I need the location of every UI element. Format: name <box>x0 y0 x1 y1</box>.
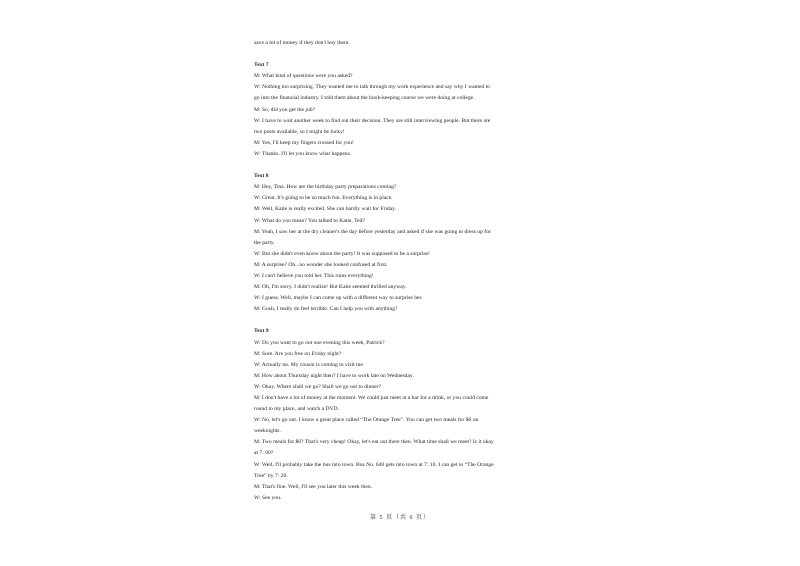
dialogue-line: M: How about Thursday night then? I have to work late on Wednesday. <box>254 372 414 379</box>
dialogue-line: M: Yes, I'll keep my fingers crossed for you! <box>254 139 354 146</box>
section-title: Text 8 <box>254 173 269 180</box>
dialogue-line: the party. <box>254 239 275 246</box>
dialogue-line: weeknights. <box>254 428 281 435</box>
dialogue-line: at 7: 00? <box>254 450 274 457</box>
dialogue-line: M: Hey, Tina. How are the birthday party preparations coming? <box>254 184 397 191</box>
dialogue-line: W: I guess. Well, maybe I can come up with a different way to surprise her. <box>254 295 423 302</box>
dialogue-line: W: Do you want to go out one evening this week, Patrick? <box>254 339 385 346</box>
dialogue-line: M: So, did you get the job? <box>254 106 316 113</box>
dialogue-line: M: Sure. Are you free on Friday night? <box>254 350 342 357</box>
dialogue-line: W: No, let's go out. I know a great place called “The Orange Tree”. You can get two meals for $6 on <box>254 417 479 424</box>
dialogue-line: W: Great. It's going to be so much fun. Everything is in place. <box>254 195 393 202</box>
dialogue-line: W: Nothing too surprising. They wanted me to talk through my work experience and say why I wanted to <box>254 84 490 91</box>
transcript-body <box>254 38 554 504</box>
section-gap <box>254 315 554 326</box>
dialogue-line: W: What do you mean? You talked to Katie, Ted? <box>254 217 365 224</box>
dialogue-line: M: Oh, I'm sorry. I didn't realize! But Katie seemed thrilled anyway. <box>254 284 407 291</box>
dialogue-line: W: See you. <box>254 494 282 501</box>
dialogue-line: two posts available, so I might be lucky! <box>254 128 345 135</box>
dialogue-line: W: I have to wait another week to find out their decision. They are still interviewing people. But there are <box>254 117 491 124</box>
dialogue-line: round to my place, and watch a DVD. <box>254 406 339 413</box>
dialogue-line: M: Well, Katie is really excited. She can hardly wait for Friday. <box>254 206 396 213</box>
dialogue-line: M: A surprise? Oh...no wonder she looked confused at first. <box>254 261 388 268</box>
section-gap <box>254 49 554 60</box>
section-text-7 <box>254 60 554 160</box>
dialogue-line: M: Yeah, I saw her at the dry cleaner's the day before yesterday and asked if she was going to dress up for <box>254 228 491 235</box>
section-title: Text 7 <box>254 62 269 69</box>
dialogue-line: M: Gosh, I really do feel terrible. Can I help you with anything? <box>254 306 398 313</box>
dialogue-line: Tree” by 7: 20. <box>254 472 288 479</box>
dialogue-line: go into the financial industry. I told them about the book-keeping course we were doing at college. <box>254 95 475 102</box>
dialogue-line: W: Okay. Where shall we go? Shall we go out to dinner? <box>254 383 382 390</box>
intro-line: save a lot of money if they don't buy them. <box>254 40 350 46</box>
section-text-9 <box>254 326 554 504</box>
section-gap <box>254 160 554 171</box>
dialogue-line: M: What kind of questions were you asked? <box>254 73 353 80</box>
dialogue-line: W: Well, I'll probably take the bus into town. Bus No. 640 gets into town at 7: 10. I can get to “The Orange <box>254 461 494 468</box>
dialogue-line: M: That's fine. Well, I'll see you later this week then. <box>254 483 373 490</box>
dialogue-line: M: Two meals for $6? That's very cheap! Okay, let's eat out there then. What time shall we meet? Is it okay <box>254 439 494 446</box>
section-title: Text 9 <box>254 328 269 335</box>
dialogue-line: W: I can't believe you told her. This ruins everything! <box>254 272 374 279</box>
dialogue-line: W: Thanks. I'll let you know what happens. <box>254 150 352 157</box>
page-number-footer: 第 5 页（共 6 页） <box>369 515 430 521</box>
dialogue-line: W: Actually no. My cousin is coming to visit me. <box>254 361 365 368</box>
section-text-8 <box>254 171 554 315</box>
dialogue-line: W: But she didn't even know about the party! It was supposed to be a surprise! <box>254 250 430 257</box>
dialogue-line: M: I don't have a lot of money at the moment. We could just meet at a bar for a drink, or you could come <box>254 395 489 401</box>
